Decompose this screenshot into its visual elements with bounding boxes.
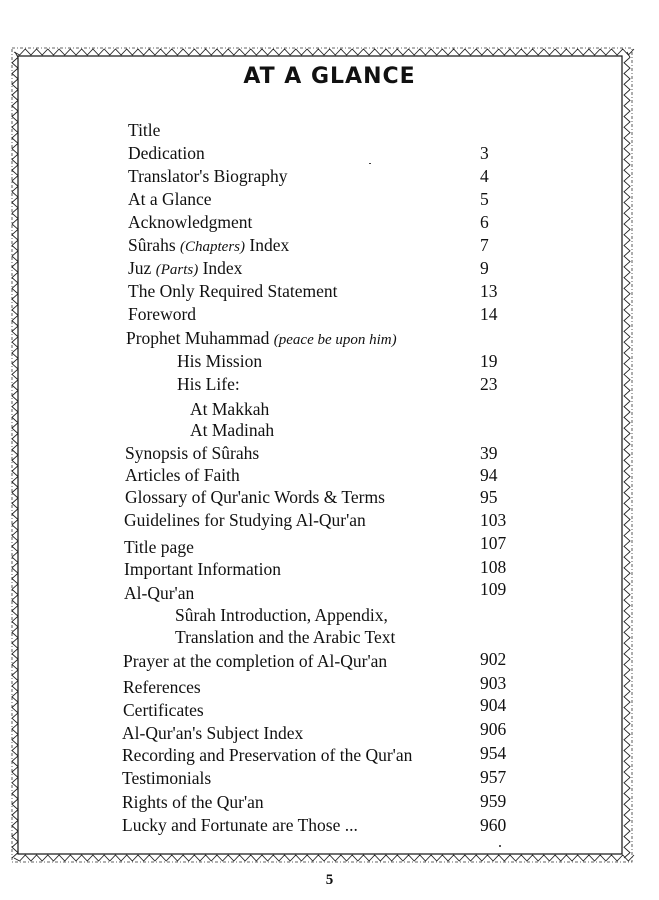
toc-entry-label: Translator's Biography: [128, 166, 288, 186]
toc-entry: [128, 234, 289, 258]
toc-entry: [126, 327, 397, 351]
toc-entry-label: Testimonials: [122, 768, 212, 788]
toc-page-number: 39: [480, 443, 498, 463]
toc-page-number: 19: [480, 351, 498, 371]
toc-entry-label: Al-Qur'an's Subject Index: [122, 723, 304, 743]
toc-entry: [124, 509, 366, 531]
toc-entry: [122, 814, 358, 836]
toc-page-number: 954: [480, 743, 507, 763]
toc-entry: [128, 119, 160, 141]
toc-entry-label: At a Glance: [128, 189, 212, 209]
toc-entry-label: Recording and Preservation of the Qur'an: [122, 745, 413, 765]
toc-entry: [125, 486, 385, 508]
toc-entry-label: Title page: [124, 537, 194, 557]
toc-entry-label: Dedication: [128, 143, 205, 163]
toc-entry-label-tail: Index: [198, 258, 243, 278]
toc-entry-italic-note: (Chapters): [180, 239, 246, 255]
toc-page-number: 906: [480, 719, 507, 739]
page-title: AT A GLANCE: [243, 64, 416, 89]
toc-page-number: 7: [480, 235, 489, 255]
stray-dot: [499, 845, 501, 847]
toc-page-number: 4: [480, 166, 489, 186]
toc-entry: [128, 211, 252, 233]
toc-entry: [128, 165, 288, 187]
toc-page-number: 6: [480, 212, 489, 232]
toc-entry: [124, 582, 194, 604]
toc-entry-label: At Makkah: [190, 399, 270, 419]
toc-page-number: 107: [480, 533, 507, 553]
toc-entry: [122, 722, 303, 744]
toc-entry-label: Prophet Muhammad: [126, 328, 274, 348]
toc-entry: [128, 142, 205, 164]
toc-entry-label: At Madinah: [190, 420, 275, 440]
stray-mark: [369, 163, 371, 164]
toc-entry-label: His Life:: [177, 374, 240, 394]
toc-entry: [128, 280, 337, 302]
toc-entry-label: Glossary of Qur'anic Words & Terms: [125, 487, 385, 507]
toc-entry-label: Synopsis of Sûrahs: [125, 443, 260, 463]
toc-entry-label: Lucky and Fortunate are Those ...: [122, 815, 358, 835]
toc-page-number: 902: [480, 649, 507, 669]
toc-entry-label: Al-Qur'an: [124, 583, 195, 603]
toc-entry-label: The Only Required Statement: [128, 281, 338, 301]
toc-page-number: 23: [480, 374, 498, 394]
toc-entry: [124, 558, 281, 580]
toc-entry: [122, 767, 211, 789]
toc-page-number: 103: [480, 510, 507, 530]
toc-page-number: 5: [480, 189, 489, 209]
toc-entry: [122, 744, 412, 766]
toc-entry: [175, 604, 388, 626]
toc-entry-label: Translation and the Arabic Text: [175, 627, 396, 647]
toc-page-number: 957: [480, 767, 507, 787]
toc-entry: [190, 398, 269, 420]
toc-page-number: 904: [480, 695, 507, 715]
toc-entry-label: Important Information: [124, 559, 281, 579]
toc-entry-label: Rights of the Qur'an: [122, 792, 264, 812]
toc-entry-label: Certificates: [123, 700, 204, 720]
toc-entry: [123, 699, 204, 721]
toc-entry-label: Guidelines for Studying Al-Qur'an: [124, 510, 366, 530]
toc-page-number: 960: [480, 815, 507, 835]
toc-entry-label: Juz: [128, 258, 156, 278]
toc-entry-italic-note: (peace be upon him): [273, 332, 397, 348]
toc-entry: [128, 188, 212, 210]
toc-entry-label: Title: [128, 120, 161, 140]
toc-page-number: 13: [480, 281, 498, 301]
toc-page-number: 108: [480, 557, 507, 577]
toc-page-number: 3: [480, 143, 489, 163]
toc-page-number: 94: [480, 465, 498, 485]
toc-entry-label: References: [123, 677, 201, 697]
toc-entry-label: Sûrahs: [128, 235, 181, 255]
toc-entry: [123, 650, 387, 672]
toc-entry: [128, 303, 196, 325]
toc-entry-label: Prayer at the completion of Al-Qur'an: [123, 651, 388, 671]
toc-entry-label: Foreword: [128, 304, 197, 324]
toc-page-number: 109: [480, 579, 507, 599]
toc-page-number: 14: [480, 304, 498, 324]
toc-entry: [190, 419, 274, 441]
toc-entry: [177, 373, 240, 395]
page-number: 5: [325, 872, 334, 888]
toc-entry: [128, 257, 242, 281]
toc-entry: [122, 791, 264, 813]
toc-entry: [177, 350, 262, 372]
toc-entry: [125, 442, 259, 464]
toc-page-number: 95: [480, 487, 498, 507]
toc-entry-label: Acknowledgment: [128, 212, 253, 232]
toc-entry: [124, 536, 194, 558]
toc-page-number: 903: [480, 673, 507, 693]
toc-entry: [123, 676, 201, 698]
toc-entry-label: Sûrah Introduction, Appendix,: [175, 605, 388, 625]
toc-entry: [175, 626, 395, 648]
toc-page-number: 959: [480, 791, 507, 811]
toc-entry-label: His Mission: [177, 351, 263, 371]
toc-entry: [125, 464, 240, 486]
toc-entry-italic-note: (Parts): [155, 262, 199, 278]
toc-page-number: 9: [480, 258, 489, 278]
toc-entry-label: Articles of Faith: [125, 465, 240, 485]
toc-entry-label-tail: Index: [245, 235, 290, 255]
